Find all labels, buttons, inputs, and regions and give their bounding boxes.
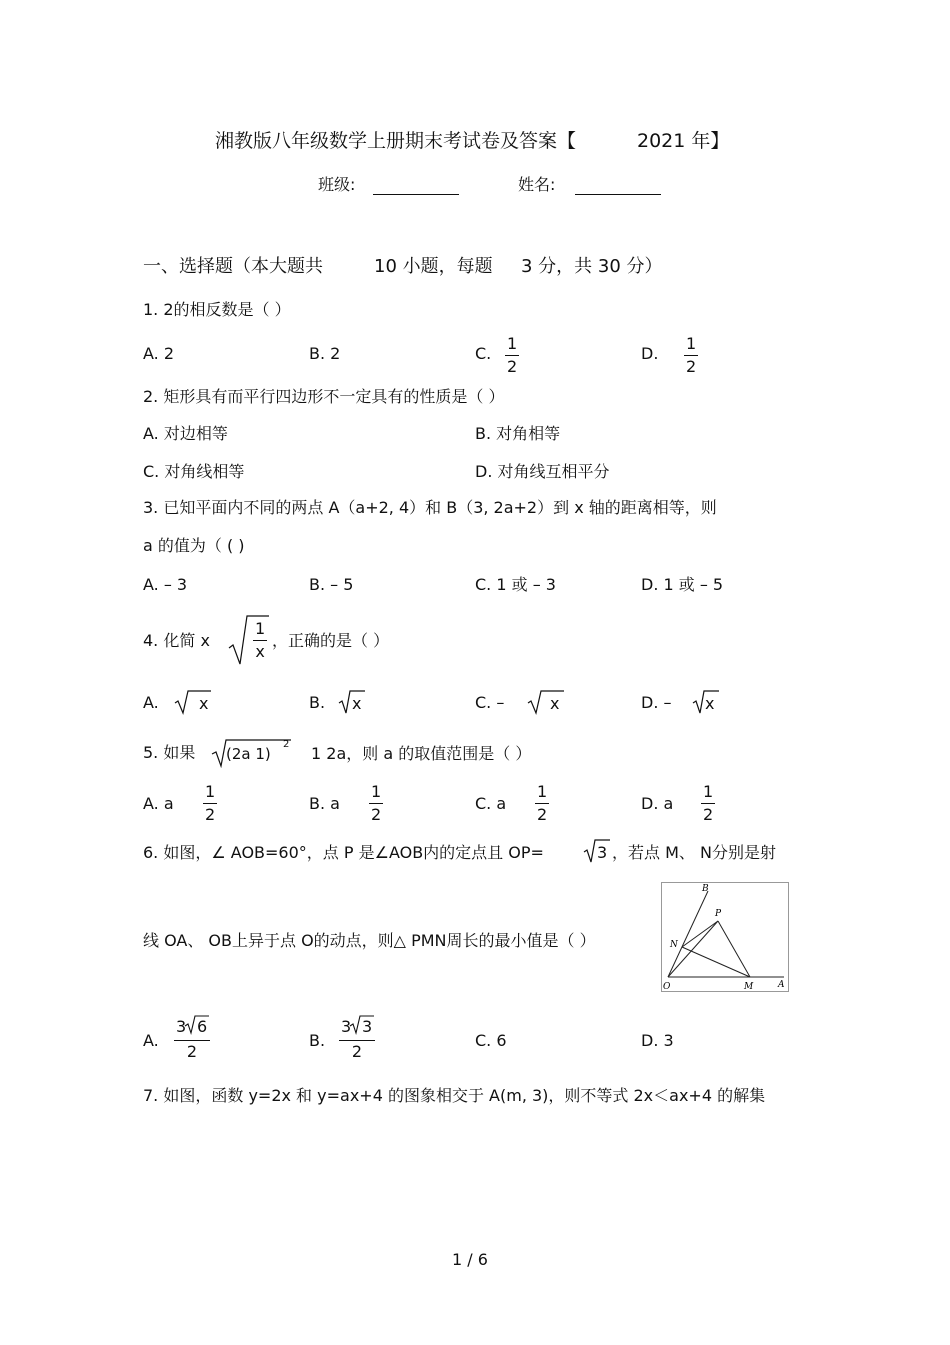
q5-option-a[interactable]: A. a: [143, 794, 174, 813]
q3-option-d[interactable]: D. 1 或 – 5: [641, 575, 724, 594]
q1-option-d[interactable]: D.: [641, 344, 659, 363]
q1-option-a[interactable]: A. 2: [143, 344, 175, 363]
q6-option-a[interactable]: A.: [143, 1031, 159, 1050]
q1-option-b[interactable]: B. 2: [309, 344, 341, 363]
section-heading: 一、选择题（本大题共: [143, 256, 323, 277]
q5-exponent: 2: [283, 739, 290, 750]
q5-radicand: (2a 1): [226, 745, 271, 763]
q6-stem-line1-b: ，若点 M、 N分别是射: [612, 843, 776, 862]
q3-stem-line1: 3. 已知平面内不同的两点 A（a+2, 4）和 B（3, 2a+2）到 x 轴的距离相等，则: [143, 498, 717, 517]
q6-option-d[interactable]: D. 3: [641, 1031, 674, 1050]
q6-stem-line2: 线 OA、 OB上异于点 O的动点，则△ PMN周长的最小值是（ ）: [143, 931, 596, 950]
fig-label-a: A: [778, 980, 785, 990]
q3-option-a[interactable]: A. – 3: [143, 575, 188, 594]
q4-a-radicand: x: [199, 694, 209, 713]
q2-option-b[interactable]: B. 对角相等: [475, 424, 561, 443]
q4-c-radicand: x: [550, 694, 560, 713]
q5-stem-pre: 5. 如果: [143, 743, 196, 762]
section-heading-count: 10 小题，每题: [374, 256, 493, 277]
q5-stem-post: 1 2a，则 a 的取值范围是（ ）: [311, 744, 532, 763]
q5-a-fraction: 1 2: [205, 782, 216, 824]
page-title: 湘教版八年级数学上册期末考试卷及答案【: [215, 130, 577, 152]
q5-option-d[interactable]: D. a: [641, 794, 674, 813]
section-heading-score: 3 分，共 30 分）: [521, 256, 663, 277]
q3-option-b[interactable]: B. – 5: [309, 575, 354, 594]
class-blank[interactable]: [373, 194, 459, 195]
fig-label-p: P: [715, 909, 722, 919]
q6-option-b[interactable]: B.: [309, 1031, 326, 1050]
q4-option-b[interactable]: B.: [309, 693, 326, 712]
q4-fraction: 1 x: [255, 619, 266, 661]
q4-d-radicand: x: [705, 694, 715, 713]
q4-option-c[interactable]: C. –: [475, 693, 505, 712]
q1-stem: 1. 2的相反数是（ ）: [143, 300, 291, 319]
name-blank[interactable]: [575, 194, 661, 195]
q6-figure: [661, 882, 789, 992]
name-label: 姓名:: [518, 175, 556, 194]
q2-stem: 2. 矩形具有而平行四边形不一定具有的性质是（ ）: [143, 387, 505, 406]
q2-option-d[interactable]: D. 对角线互相平分: [475, 462, 610, 481]
q6-a-fraction: 3 6 2: [174, 1019, 210, 1060]
q5-option-b[interactable]: B. a: [309, 794, 340, 813]
q1-option-c[interactable]: C.: [475, 344, 492, 363]
fig-label-o: O: [663, 982, 671, 991]
q7-stem: 7. 如图，函数 y=2x 和 y=ax+4 的图象相交于 A(m, 3)，则不等式 2x＜ax+4 的解集: [143, 1086, 766, 1105]
q5-c-fraction: 1 2: [537, 782, 548, 824]
q2-option-c[interactable]: C. 对角线相等: [143, 462, 245, 481]
q6-figure-diagram: [662, 883, 788, 991]
q6-option-c[interactable]: C. 6: [475, 1031, 507, 1050]
q1-c-fraction: 1 2: [507, 334, 518, 376]
q4-option-d[interactable]: D. –: [641, 693, 672, 712]
q2-option-a[interactable]: A. 对边相等: [143, 424, 228, 443]
class-label: 班级:: [318, 175, 356, 194]
q3-option-c[interactable]: C. 1 或 – 3: [475, 575, 556, 594]
q6-b-fraction: 3 3 2: [339, 1019, 375, 1060]
q5-b-fraction: 1 2: [371, 782, 382, 824]
q5-d-fraction: 1 2: [703, 782, 714, 824]
fig-label-b: B: [702, 884, 709, 894]
page-title-year: 2021 年】: [637, 130, 730, 152]
q5-option-c[interactable]: C. a: [475, 794, 507, 813]
q4-option-a[interactable]: A.: [143, 693, 159, 712]
q6-radicand: 3: [597, 843, 608, 862]
q4-stem-post: ，正确的是（ ）: [272, 631, 390, 650]
q1-d-fraction: 1 2: [686, 334, 697, 376]
page-number: 1 / 6: [452, 1250, 488, 1269]
q4-b-radicand: x: [352, 694, 362, 713]
q4-stem-pre: 4. 化简 x: [143, 631, 210, 650]
q6-stem-line1-a: 6. 如图，∠ AOB=60°，点 P 是∠AOB内的定点且 OP=: [143, 843, 544, 862]
q3-stem-line2: a 的值为（ ( ): [143, 536, 245, 555]
fig-label-m: M: [744, 982, 754, 991]
fig-label-n: N: [670, 940, 678, 950]
